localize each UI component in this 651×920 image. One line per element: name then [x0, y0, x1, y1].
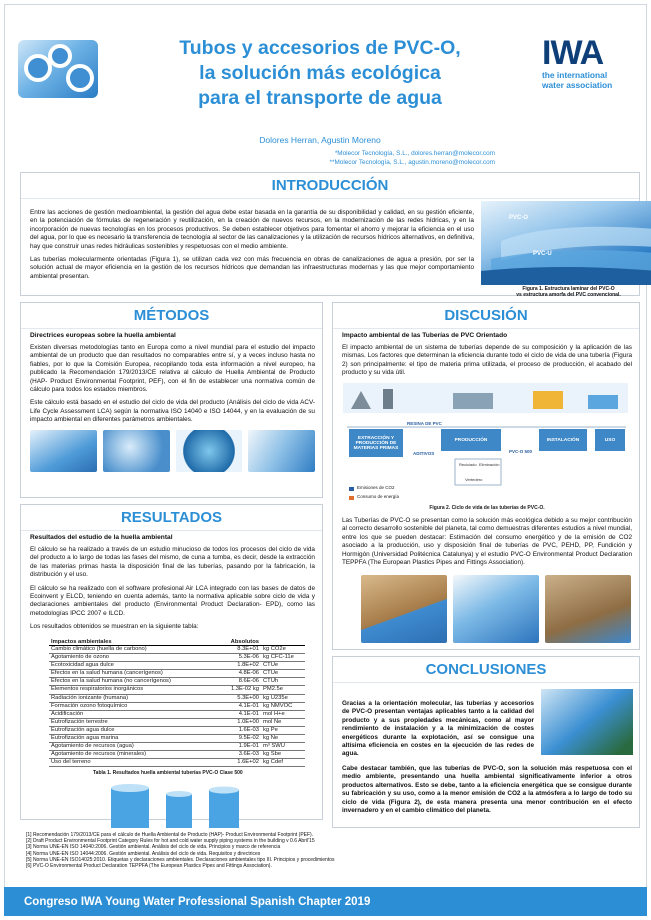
reciclado-label: Reciclado [459, 462, 477, 467]
resultados-paragraph-1: El cálculo se ha realizado a través de un estudio minucioso de todos los procesos del ciclo de vida del producto a lo largo de todas las fases del mismo, de cuna a tumba, es decir, desde la extracción de las materias primas hasta la disposición final de las tuberías, pasando por la fabricación, la distribución y el uso. [30, 546, 315, 579]
impact-value-cell: 4.8E-06 [209, 670, 261, 678]
pipes-photo [18, 40, 98, 98]
impact-value-cell: 1.8E+02 [209, 662, 261, 670]
impact-value-cell: 4.1E-01 [209, 702, 261, 710]
impact-name-cell: Ecotoxicidad agua dulce [49, 662, 209, 670]
resultados-title: RESULTADOS [21, 505, 322, 531]
intro-title: INTRODUCCIÓN [21, 173, 639, 199]
table-row [49, 718, 305, 726]
table-row [49, 743, 305, 751]
table-row [49, 726, 305, 734]
table-row [49, 662, 305, 670]
impact-unit-cell: kg Pe [261, 726, 305, 734]
water-drops-photo [103, 430, 170, 472]
metodos-title: MÉTODOS [21, 303, 322, 329]
installation-photo [545, 575, 631, 643]
legend-energia: Consumo de energía [357, 494, 400, 499]
conclusiones-section [332, 656, 640, 828]
metodos-photo-row [30, 430, 315, 472]
iwa-logo: IWA the international water association [542, 36, 642, 106]
pipes-stack-photo [453, 575, 539, 643]
impact-unit-cell: kg NMVOC [261, 702, 305, 710]
discusion-paragraph-1: El impacto ambiental de un sistema de tuberías depende de su composición y la aplicación de las mismas. Los factores que determinan la eficiencia durante todo el ciclo de vida de una tubería (Figura 2) son principalmente: el tipo de materia prima utilizada, el proceso de producción, el acabado del producto y su vida útil. [342, 344, 632, 377]
discusion-photo-row [361, 575, 631, 643]
authors: Dolores Herran, Agustin Moreno [259, 135, 381, 145]
pvc-layers-graphic [481, 201, 651, 285]
resultados-section [20, 504, 323, 820]
figure-2-caption: Figura 2. Ciclo de vida de las tuberías de PVC-O. [429, 505, 545, 511]
impact-value-cell: 8.6E-06 [209, 678, 261, 686]
resina-label: RESINA DE PVC [407, 421, 442, 426]
impact-unit-cell: mol H+e [261, 710, 305, 718]
pipes-illustration [21, 778, 324, 828]
table-row [49, 694, 305, 702]
impact-value-cell: 5.3E-06 [209, 654, 261, 662]
impact-name-cell: Formación ozono fotoquímico [49, 702, 209, 710]
aditivos-label: ADITIVOS [413, 451, 435, 456]
table-header-row: Impactos ambientales Absolutos [49, 639, 305, 646]
impact-unit-cell: CTUe [261, 662, 305, 670]
metodos-subtitle: Directrices europeas sobre la huella ambiental [30, 332, 176, 339]
table-row [49, 654, 305, 662]
table-row [49, 710, 305, 718]
poster-header [10, 14, 640, 164]
impact-name-cell: Cambio climático (huella de carbono) [49, 646, 209, 654]
results-table [49, 639, 305, 767]
life-cycle-diagram [343, 383, 628, 508]
impact-value-cell: 4.1E-01 [209, 710, 261, 718]
intro-paragraph-2: Las tuberías molecularmente orientadas (Figura 1), se utilizan cada vez con más frecuencia en obras de canalizaciones de agua a presión, por ser la solución actual de mayor eficiencia en la gestión de los recursos hídricos que demandan las infraestructuras modernas y las que mejor comportamiento ambiental presentan. [30, 256, 474, 280]
reference-item: [1] Recomendación 179/2013/CE para el cálculo de Huella Ambiental de Producto (HAP)- Product Environmental Footprint (PEF). [26, 832, 314, 838]
impact-name-cell: Agotamiento de recursos (agua) [49, 743, 209, 751]
impact-name-cell: Agotamiento de recursos (minerales) [49, 751, 209, 759]
pipes-fittings-photo [30, 430, 97, 472]
discusion-section [332, 302, 640, 650]
impact-value-cell: 1.0E+00 [209, 718, 261, 726]
conclusiones-title: CONCLUSIONES [333, 657, 639, 683]
impact-unit-cell: kg Sbe [261, 751, 305, 759]
impact-name-cell: Eutrofización terrestre [49, 718, 209, 726]
impact-unit-cell: kg Ne [261, 735, 305, 743]
discusion-subtitle: Impacto ambiental de las Tuberías de PVC Orientado [342, 332, 508, 339]
impact-name-cell: Radiación ionizante (humana) [49, 694, 209, 702]
reference-item: [4] Norma UNE-EN ISO 14044:2006. Gestión ambiental. Análisis del ciclo de vida. Requisitos y directrices [26, 850, 261, 857]
cycle-box-uso: USO [595, 429, 625, 451]
table-row [49, 759, 305, 767]
impact-name-cell: Efectos en la salud humana (cancerígenos) [49, 670, 209, 678]
impact-value-cell: 1.9E-01 [209, 743, 261, 751]
resultados-paragraph-2: El cálculo se ha realizado con el software profesional Air LCA integrado con las bases de datos de Ecoinvent y ELCD, teniendo en cuenta además, tanto la normativa aplicable sobre ciclo de vida y declaraciones ambientales del producto (Environmental Product Declaration- EPD), como las metodologías IPCC 2007 e ILCD. [30, 584, 315, 617]
pvc-u-label: PVC-U [533, 251, 552, 257]
impact-unit-cell: kg Cdef [261, 759, 305, 767]
table-row [49, 735, 305, 743]
discusion-title: DISCUSIÓN [333, 303, 639, 329]
footer-banner: Congreso IWA Young Water Professional Spanish Chapter 2019 [4, 887, 647, 916]
intro-paragraph-1: Entre las acciones de gestión medioambiental, la gestión del agua debe estar basada en la garantía de su disponibilidad y calidad, en su gestión eficiente, en la potenciación de fórmulas de regeneración y reutilización, en la creación de nuevos recursos, en la modernización de las redes hídricas, y en la incorporación de nuevas tecnologías en los procesos productivos. Se deben establecer objetivos para fomentar el ahorro y mejorar la eficiencia en el uso del agua, por lo que es necesario la transferencia de tecnología al sector de las canalizaciones y la utilización de recursos hídricos alternativos, en definitiva, hay que construir unas redes hidráulicas sostenibles y respetuosas con el medio ambiente. [30, 209, 474, 250]
pvc-o-500-label: PVC-O 500 [509, 449, 533, 454]
impact-unit-cell: m³ SWU [261, 743, 305, 751]
poster-title: Tubos y accesorios de PVC-O, la solución más ecológica para el transporte de agua [179, 37, 461, 109]
resultados-paragraph-3: Los resultados obtenidos se muestran en la siguiente tabla: [30, 623, 199, 631]
table-row [49, 686, 305, 694]
legend-co2: Emisiones de CO2 [357, 485, 395, 490]
eliminacion-label: Eliminación [479, 462, 500, 467]
conclusiones-photo [541, 689, 633, 755]
table-1-caption: Tabla 1. Resultados huella ambiental tuberías PVC-O Clase 500 [93, 770, 243, 777]
metodos-section [20, 302, 323, 498]
discusion-paragraph-2: Las Tuberías de PVC-O se presentan como la solución más ecológica debido a su mejor contribución al correcto desarrollo sostenible del planeta, tal como demuestras diferentes estudios a nivel mundial, entre los que se pueden destacar: Estimación del consumo energético y de la emisión de CO2 asociado a la producción, uso y disposición final de tuberías de PVC, PEHD, PP, Fundición y Hormigón (Universidad Politécnica Catalunya) y el estudio PVC-O Environmental Product Declaration TEPPFA (The European Plastics Pipes and Fittings Association). [342, 517, 632, 567]
impact-unit-cell: kg CFC-11e [261, 654, 305, 662]
impact-name-cell: Efectos en la salud humana (no cancerígenos) [49, 678, 209, 686]
table-row [49, 751, 305, 759]
trench-photo [361, 575, 447, 643]
impact-unit-cell: mol Ne [261, 718, 305, 726]
metodos-paragraph-1: Existen diversas metodologías tanto en Europa como a nivel mundial para el estudio del impacto ambiental de un producto que dan resultados no comparables entre sí, y a veces incluso hasta no fiables, por lo que la Comisión Europea, recopilando toda esta información a nivel europeo, ha publicado la Recomendación 179/2013/CE relativa al cálculo de Huella Ambiental de Producto (HAP- Product Environmental Footprint, PEF), con el fin de establecer una normativa común de cálculo para todos los estados miembros. [30, 344, 315, 394]
impact-name-cell: Eutrofización agua marina [49, 735, 209, 743]
figure-1-caption: Figura 1. Estructura laminar del PVC-O vs estructura amorfa del PVC convencional. [516, 286, 621, 299]
table-row [49, 646, 305, 654]
impact-value-cell: 1.3E-02 kg [209, 686, 261, 694]
impact-name-cell: Uso del terreno [49, 759, 209, 767]
impact-unit-cell: kg CO2e [261, 646, 305, 654]
impact-unit-cell: PM2.5e [261, 686, 305, 694]
impact-name-cell: Acidificación [49, 710, 209, 718]
resultados-subtitle: Resultados del estudio de la huella ambiental [30, 534, 173, 541]
reference-item: [5] Norma UNE-EN ISO14025:2010. Etiquetas y declaraciones ambientales. Declaraciones ambientales tipo III. Principios y procedimientos [26, 856, 335, 863]
impact-unit-cell: CTUe [261, 670, 305, 678]
logo-mark: IWA [542, 34, 604, 72]
pvc-o-label: PVC-O [509, 215, 529, 221]
cycle-box-extraction: EXTRACCIÓN Y PRODUCCIÓN DE MATERIAS PRIMAS [349, 429, 403, 457]
cycle-box-produccion: PRODUCCIÓN [441, 429, 501, 451]
vertedero-label: Vertedero [465, 477, 483, 482]
impact-name-cell: Elementos respiratorios inorgánicos [49, 686, 209, 694]
impact-unit-cell: CTUh [261, 678, 305, 686]
table-row [49, 702, 305, 710]
pvc-structure-figure [481, 201, 651, 285]
references [26, 832, 626, 869]
table-row [49, 670, 305, 678]
reference-item: [2] Draft Product Environmental Footprint Category Rules for hot and cold water supply piping systems in the building v 0.6 Abril'15 [26, 838, 315, 845]
earth-water-photo [176, 430, 243, 472]
impact-unit-cell: kg U235e [261, 694, 305, 702]
coupling-photo [248, 430, 315, 472]
table-row [49, 678, 305, 686]
impact-name-cell: Agotamiento de ozono [49, 654, 209, 662]
impact-value-cell: 1.6E+02 [209, 759, 261, 767]
affiliations: *Molecor Tecnología, S.L., dolores.herran@molecor.com **Molecor Tecnología, S.L., agustin.moreno@molecor.com [329, 150, 495, 166]
impact-value-cell: 1.6E-03 [209, 726, 261, 734]
impact-name-cell: Eutrofización agua dulce [49, 726, 209, 734]
conclusiones-paragraph-2: Cabe destacar también, que las tuberías de PVC-O, son la solución más respetuosa con el medio ambiente, presentando una huella ambiental significativamente inferior a otros productos alternativos. Esto se debe, tanto a la eficiencia energética que se consigue durante su fabricación y su uso, como a la menor emisión de CO2 a la atmósfera a lo largo de todo su ciclo de vida (Figura 2), de esta manera presenta una menor contribución en el efecto invernadero y en el cambio climático del planeta. [342, 765, 632, 815]
conclusiones-paragraph-1: Gracias a la orientación molecular, las tuberías y accesorios de PVC-O presentan ventajas aplicables tanto a la calidad del producto y a sus propiedades mecánicas, como al mayor rendimiento de instalación y a la minimización de costes energéticos durante la explotación, así se consigue una altísima eficiencia en costes en la ejecución de las redes de agua. [342, 700, 534, 758]
reference-item: [3] Norma UNE-EN ISO 14040:2006. Gestión ambiental. Análisis del ciclo de vida. Principios y marco de referencia [26, 844, 281, 851]
impact-value-cell: 5.3E+00 [209, 694, 261, 702]
intro-section [20, 172, 640, 299]
cycle-box-instalacion: INSTALACIÓN [539, 429, 587, 451]
impact-value-cell: 3.6E-03 [209, 751, 261, 759]
impact-value-cell: 8.3E+01 [209, 646, 261, 654]
metodos-paragraph-2: Este cálculo está basado en el estudio del ciclo de vida del producto (Análisis del ciclo de vida ACV- Life Cycle Assessment LCA) según la normativa ISO 14040 e ISO 14044, y en la evaluación de su impacto ambiental en diferentes parámetros ambientales. [30, 399, 315, 424]
impact-value-cell: 9.5E-02 [209, 735, 261, 743]
reference-item: [6] PVC-O Environmental Product Declaration TEPPFA (The European Plastics Pipes and Fittings Association). [26, 863, 272, 870]
